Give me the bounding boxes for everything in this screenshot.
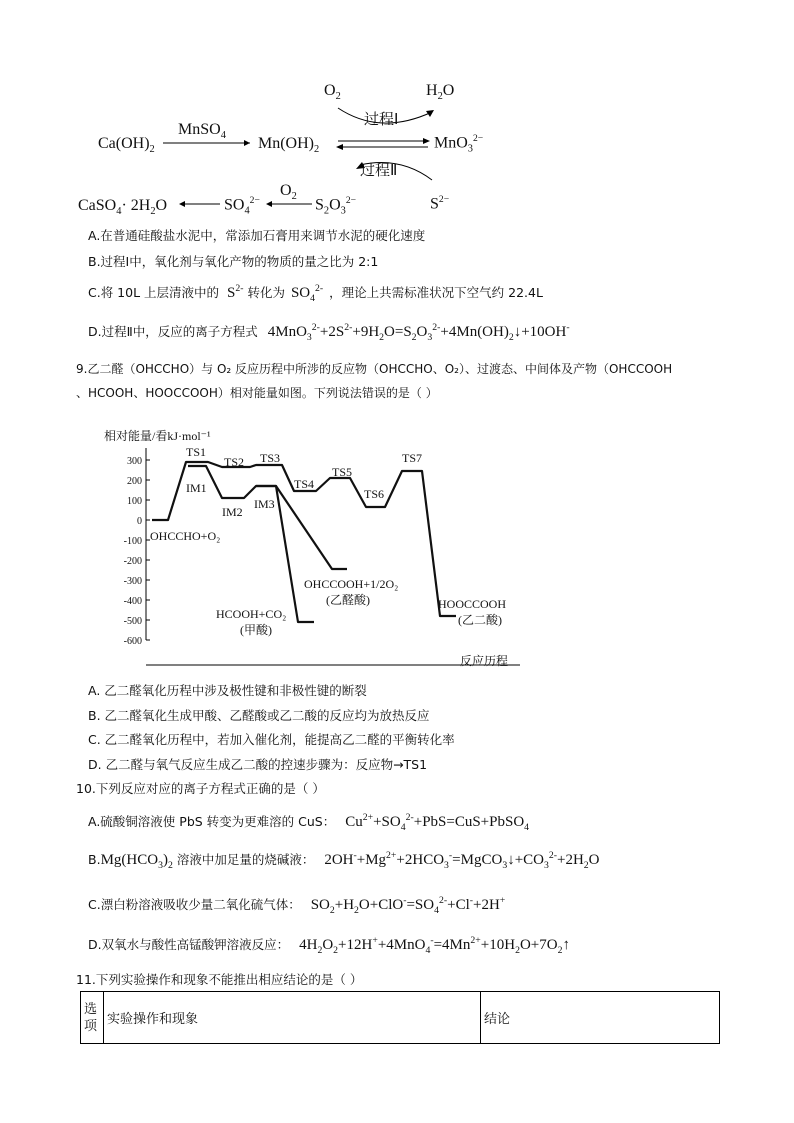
table-header-conclusion: 结论 — [481, 992, 720, 1044]
scheme-process-1: 过程Ⅰ — [364, 110, 399, 128]
scheme-h2o-top: $H_2O$ — [426, 82, 455, 103]
q9-option-a: A. 乙二醛氧化历程中涉及极性键和非极性键的断裂 — [88, 683, 367, 698]
q8-option-a: A.在普通硅酸盐水泥中，常添加石膏用来调节水泥的硬化速度 — [88, 228, 426, 243]
scheme-so4: $SO_4^{2-}$ — [224, 195, 260, 217]
q8-option-c-prefix: C.将 10L 上层清液中的 — [88, 285, 220, 300]
y-tick-label: 0 — [137, 516, 142, 527]
chart-label-p2n: (甲酸) — [240, 623, 272, 637]
chart-label-im2: IM2 — [222, 505, 243, 519]
scheme-caso4: CaSO$_4$· $2H_2O$ — [78, 197, 168, 218]
chart-label-ts2: TS2 — [224, 455, 245, 469]
chart-label-im1: IM1 — [186, 481, 207, 495]
chart-label-p1n: (乙醛酸) — [326, 593, 370, 607]
y-tick-label: 200 — [127, 476, 142, 487]
y-tick-label: -300 — [123, 576, 142, 587]
table-header-option: 选项 — [81, 992, 104, 1044]
q9-option-b: B. 乙二醛氧化生成甲酸、乙醛酸或乙二酸的反应均为放热反应 — [88, 708, 430, 723]
scheme-s2o3: $S_2O_3^{2-}$ — [315, 195, 357, 217]
q10-option-b: $B.Mg(HCO_3)_2$ 溶液中加足量的烧碱液： $2OH^-+Mg^{2+}+2HCO_3^-=MgCO_3↓+CO_3^{2-}+2H_2O$ — [88, 850, 600, 871]
chart-label-p3n: (乙二酸) — [458, 613, 502, 627]
q9-option-d: D. 乙二醛与氧气反应生成乙二酸的控速步骤为：反应物→TS1 — [88, 757, 428, 772]
scheme-mnso4: MnSO$_4$ — [178, 121, 226, 142]
scheme-mnoh2: $Mn(OH)_2$ — [258, 135, 320, 156]
energy-profile-chart — [0, 420, 794, 670]
q10-option-a: A.硫酸铜溶液使 PbS 转变为更难溶的 CuS： $Cu^{2+}+SO_4^{2-}+PbS=CuS+PbSO_4$ — [88, 812, 530, 833]
q11-title: 11.下列实验操作和现象不能推出相应结论的是（ ） — [76, 972, 363, 987]
q10-option-b-text: 溶液中加足量的烧碱液： — [176, 852, 315, 867]
chart-label-ts5: TS5 — [332, 465, 353, 479]
energy-path-2 — [188, 466, 347, 569]
y-tick-label: 100 — [127, 496, 142, 507]
scheme-s2: $S^{2-}$ — [430, 194, 450, 213]
y-tick-label: -600 — [123, 636, 142, 647]
scheme-o2-top: $O_2$ — [324, 82, 341, 103]
q10-option-c: C.漂白粉溶液吸收少量二氧化硫气体： $SO_2+H_2O+ClO^-=SO_4^{2-}+Cl^-+2H^+$ — [88, 895, 506, 916]
q9-line-1: 9.乙二醛（OHCCHO）与 O₂ 反应历程中所涉的反应物（OHCCHO、O₂）、过渡态、中间体及产物（OHCCOOH — [76, 362, 673, 376]
x-axis-label: 反应历程 — [460, 654, 509, 668]
y-axis-label: 相对能量/看kJ·mol⁻¹ — [104, 429, 211, 443]
chart-label-p2: HCOOH+CO₂ — [216, 607, 287, 621]
y-tick-label: -100 — [123, 536, 142, 547]
q10-option-c-text: C.漂白粉溶液吸收少量二氧化硫气体： — [88, 897, 301, 912]
chart-label-im3: IM3 — [254, 497, 275, 511]
scheme-mno3: MnO$_3^{2-}$ — [434, 133, 484, 155]
chart-label-ts3: TS3 — [260, 451, 281, 465]
scheme-process-2: 过程Ⅱ — [360, 161, 398, 179]
chart-label-ts1: TS1 — [186, 445, 207, 459]
q10-option-d: D.双氧水与酸性高锰酸钾溶液反应： $4H_2O_2+12H^++4MnO_4^-=4Mn^{2+}+10H_2O+7O_2↑$ — [88, 935, 570, 956]
chart-label-p1: OHCCOOH+1/2O₂ — [304, 577, 399, 591]
chart-label-ts6: TS6 — [364, 487, 385, 501]
q10-title: 10.下列反应对应的离子方程式正确的是（ ） — [76, 781, 325, 796]
q8-option-c: C.将 10L 上层清液中的 $S^{2-}$ 转化为 $SO_4^{2-}$ ，理论上共需标准状况下空气约 22.4L — [88, 283, 543, 304]
q9-line-2: 、HCOOH、HOOCCOOH）相对能量如图。下列说法错误的是（ ） — [76, 386, 438, 400]
table-row — [81, 992, 720, 1044]
scheme-caoh2: $Ca(OH)_2$ — [98, 135, 155, 156]
q9-option-c: C. 乙二醛氧化历程中，若加入催化剂，能提高乙二醛的平衡转化率 — [88, 732, 455, 747]
q8-option-c-suffix: ，理论上共需标准状况下空气约 22.4L — [329, 285, 543, 300]
q8-option-c-mid: 转化为 — [247, 285, 285, 300]
chart-label-p3: HOOCCOOH — [438, 597, 507, 611]
q10-option-a-text: A.硫酸铜溶液使 PbS 转变为更难溶的 CuS： — [88, 814, 336, 829]
y-tick-label: 300 — [127, 456, 142, 467]
scheme-o2-bottom: $O_2$ — [280, 182, 297, 203]
q8-option-d-prefix: D.过程Ⅱ中，反应的离子方程式 — [88, 324, 258, 339]
q10-option-d-text: D.双氧水与酸性高锰酸钾溶液反应： — [88, 937, 290, 952]
table-header-operation: 实验操作和现象 — [104, 992, 481, 1044]
chart-label-ts7: TS7 — [402, 451, 423, 465]
chart-label-ts4: TS4 — [294, 477, 315, 491]
y-tick-label: -200 — [123, 556, 142, 567]
chart-label-reactant: OHCCHO+O₂ — [150, 529, 221, 543]
y-tick-label: -500 — [123, 616, 142, 627]
q8-option-d: D.过程Ⅱ中，反应的离子方程式 $4MnO_3^{2-}+2S^{2-}+9H_2O=S_2O_3^{2-}+4Mn(OH)_2↓+10OH^-$ — [88, 322, 570, 343]
q11-table — [80, 991, 720, 1044]
y-tick-label: -400 — [123, 596, 142, 607]
q8-option-b: B.过程Ⅰ中，氧化剂与氧化产物的物质的量之比为 2:1 — [88, 254, 379, 269]
